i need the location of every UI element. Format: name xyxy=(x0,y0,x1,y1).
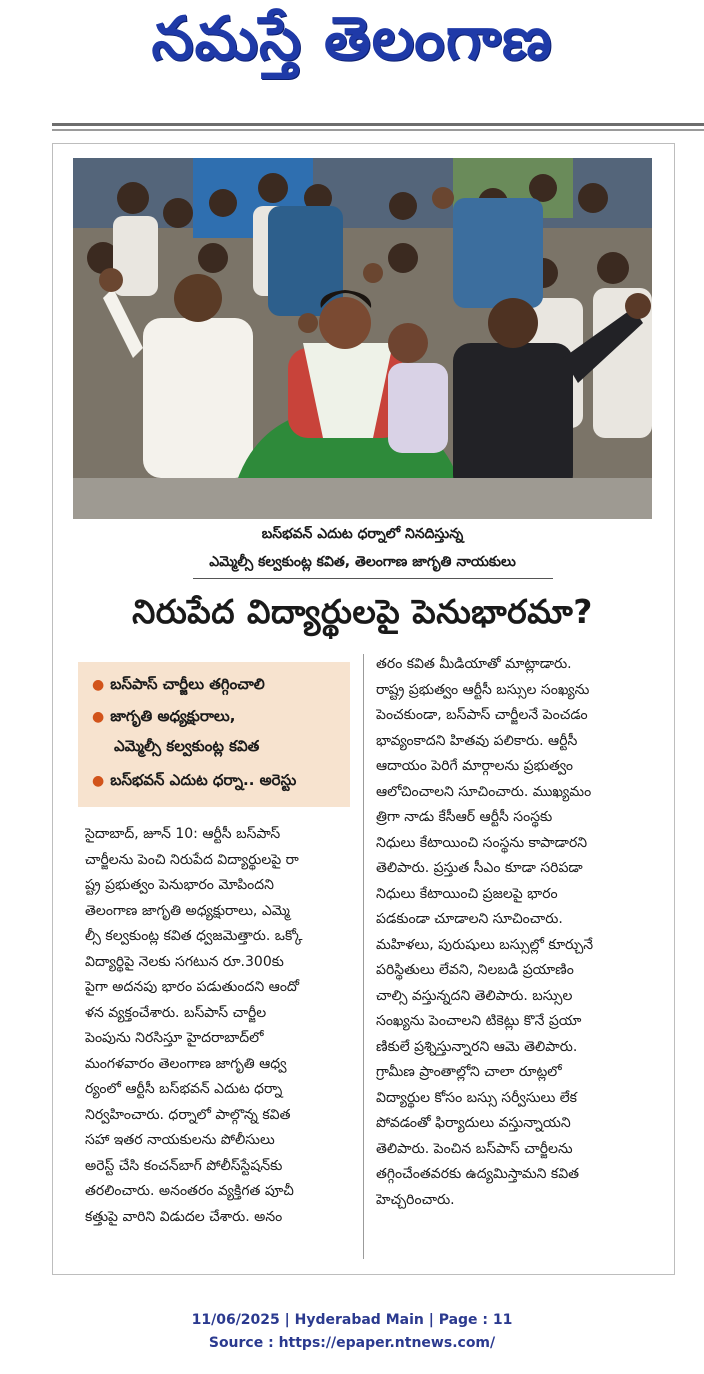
newspaper-logo: నమస్తే తెలంగాణ xyxy=(151,4,553,74)
caption-line-2: ఎమ్మెల్సీ కల్వకుంట్ల కవిత, తెలంగాణ జాగృతి నాయకులు xyxy=(209,554,516,570)
article-column-right: తరం కవిత మీడియాతో మాట్లాడారు. రాష్ట్ర ప్రభుత్వం ఆర్టీసీ బస్సుల సంఖ్యను పెంచకుండా, బస్‌పాస్‌ చార్జీలనే పెంచడం భావ్యంకాదని హితవు పలికారు. ఆర్టీసీ ఆదాయం పెరిగే మార్గాలను ప్రభుత్వం ఆలోచించాలని సూచించారు. ముఖ్యమం త్రిగా నాడు కేసీఆర్‌ ఆర్టీసీ సంస్థకు నిధులు కేటాయించి సంస్థను కాపాడారని తెలిపారు. ప్రస్తుత సీఎం కూడా సరిపడా నిధులు కేటాయించి ప్రజలపై భారం పడకుండా చూడాలని సూచించారు. మహిళలు, పురుషులు బస్సుల్లో కూర్చునే పరిస్థితులు లేవని, నిలబడి ప్రయాణిం చాల్సి వస్తున్నదని తెలిపారు. బస్సుల సంఖ్యను పెంచాలని టికెట్లు కొనే ప్రయా ణికులే ప్రశ్నిస్తున్నారని ఆమె తెలిపారు. గ్రామీణ ప్రాంతాల్లోని చాలా రూట్లలో విద్యార్థుల కోసం బస్సు సర్వీసులు లేక పోవడంతో ఫిర్యాదులు వస్తున్నాయని తెలిపారు. పెంచిన బస్‌పాస్‌ చార్జీలను తగ్గించేంతవరకు ఉద్యమిస్తామని కవిత హెచ్చరించారు. xyxy=(376,656,594,1208)
masthead-rule-thin xyxy=(52,129,704,131)
caption-line-1: బస్‌భవన్‌ ఎదుట ధర్నాలో నినదిస్తున్న xyxy=(261,526,464,542)
protest-photo-illustration xyxy=(73,158,652,519)
bullet-icon: ● xyxy=(92,709,105,725)
highlight-item: ● జాగృతి అధ్యక్షురాలు, xyxy=(92,707,236,725)
masthead-rule xyxy=(52,123,704,126)
protest-photo xyxy=(73,158,652,519)
footer-date-edition: 11/06/2025 | Hyderabad Main | Page : 11 xyxy=(191,1312,513,1328)
article-headline: నిరుపేద విద్యార్థులపై పెనుభారమా? xyxy=(132,592,593,631)
bullet-icon: ● xyxy=(92,677,105,693)
column-divider xyxy=(363,654,364,1259)
article-clipping xyxy=(52,143,675,1275)
highlight-item: ● బస్‌భవన్‌ ఎదుట ధర్నా.. అరెస్టు xyxy=(92,771,297,789)
highlight-item: ● బస్‌పాస్‌ చార్జీలు తగ్గించాలి xyxy=(92,675,265,693)
photo-caption xyxy=(73,520,652,576)
caption-divider xyxy=(193,578,553,579)
highlight-item-continued: ఎమ్మెల్సీ కల్వకుంట్ల కవిత xyxy=(114,737,260,755)
footer-source-link[interactable]: Source : https://epaper.ntnews.com/ xyxy=(208,1335,496,1351)
bullet-icon: ● xyxy=(92,773,105,789)
highlights-box xyxy=(78,662,350,807)
article-column-left: సైదాబాద్‌, జూన్‌ 10: ఆర్టీసీ బస్‌పాస్‌ చార్జీలను పెంచి నిరుపేద విద్యార్థులపై రా ష్ట్ర ప్రభుత్వం పెనుభారం మోపిందని తెలంగాణ జాగృతి అధ్యక్షురాలు, ఎమ్మె ల్సీ కల్వకుంట్ల కవిత ధ్వజమెత్తారు. ఒక్కో విద్యార్థిపై నెలకు సగటున రూ.300కు పైగా అదనపు భారం పడుతుందని ఆందో ళన వ్యక్తంచేశారు. బస్‌పాస్‌ చార్జీల పెంపును నిరసిస్తూ హైదరాబాద్‌లో మంగళవారం తెలంగాణ జాగృతి ఆధ్వ ర్యంలో ఆర్టీసీ బస్‌భవన్‌ ఎదుట ధర్నా నిర్వహించారు. ధర్నాలో పాల్గొన్న కవిత సహా ఇతర నాయకులను పోలీసులు అరెస్ట్‌ చేసి కంచన్‌బాగ్‌ పోలీస్‌స్టేషన్‌కు తరలించారు. అనంతరం వ్యక్తిగత పూచీ కత్తుపై వారిని విడుదల చేశారు. అనం xyxy=(85,826,303,1225)
masthead xyxy=(0,0,704,90)
